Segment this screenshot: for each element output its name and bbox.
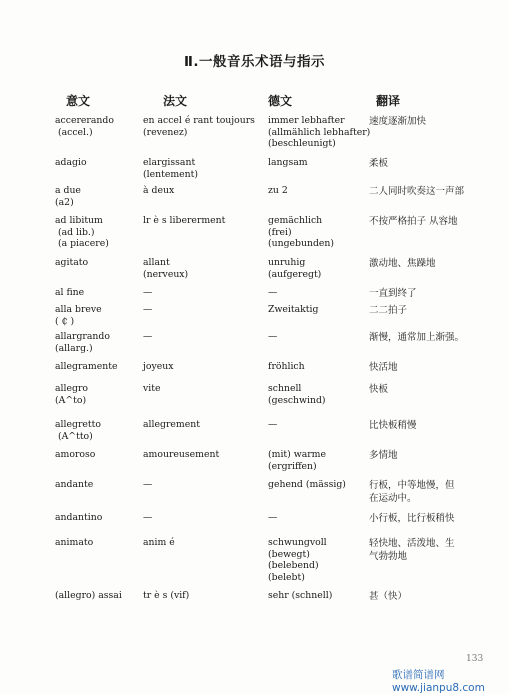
table-cell-fr: à deux <box>143 185 175 196</box>
watermark: 歌谱简谱网 www.jianpu8.com <box>392 669 485 694</box>
table-cell-zh: 不按严格拍子 从容地 <box>369 216 458 227</box>
table-cell-it: accererando (accel.) <box>55 115 114 138</box>
table-cell-it: andantino <box>55 512 103 523</box>
table-cell-de: immer lebhafter (allmählich lebhafter) (beschleunigt) <box>268 115 371 149</box>
table-cell-it: allargrando (allarg.) <box>55 331 110 354</box>
table-cell-zh: 小行板，比行板稍快 <box>369 513 455 524</box>
table-cell-fr: — <box>143 304 153 315</box>
table-cell-fr: allant (nerveux) <box>143 257 189 280</box>
table-cell-it: allegretto (A^tto) <box>55 419 101 442</box>
table-cell-fr: anim é <box>143 537 175 548</box>
table-cell-de: — <box>268 287 278 298</box>
table-cell-fr: — <box>143 512 153 523</box>
table-cell-fr: en accel é rant toujours (revenez) <box>143 115 255 138</box>
table-cell-it: (allegro) assai <box>55 590 122 601</box>
table-cell-de: gehend (mässig) <box>268 479 346 490</box>
table-cell-it: alla breve ( ₵ ) <box>55 304 102 327</box>
table-cell-zh: 快活地 <box>369 362 398 373</box>
header-german: 德文 <box>268 94 293 108</box>
table-cell-de: fröhlich <box>268 361 305 372</box>
table-cell-it: allegramente <box>55 361 118 372</box>
table-cell-zh: 行板，中等地慢，但 在运动中。 <box>369 480 455 504</box>
table-cell-it: allegro (A^to) <box>55 383 88 406</box>
table-cell-it: agitato <box>55 257 89 268</box>
table-cell-fr: — <box>143 287 153 298</box>
table-cell-de: — <box>268 419 278 430</box>
table-cell-zh: 渐慢，通常加上渐强。 <box>369 332 465 343</box>
table-cell-de: sehr (schnell) <box>268 590 333 601</box>
table-cell-fr: joyeux <box>143 361 174 372</box>
table-cell-de: (mit) warme (ergriffen) <box>268 449 326 472</box>
table-cell-zh: 一直到终了 <box>369 288 417 299</box>
table-cell-fr: elargissant (lentement) <box>143 157 198 180</box>
page-title: Ⅱ.一般音乐术语与指示 <box>183 54 326 70</box>
table-cell-fr: — <box>143 331 153 342</box>
header-french: 法文 <box>163 94 188 108</box>
table-cell-zh: 轻快地、活泼地、生 气勃勃地 <box>369 538 455 562</box>
table-cell-fr: amoureusement <box>143 449 220 460</box>
table-cell-de: unruhig (aufgeregt) <box>268 257 322 280</box>
table-cell-zh: 二二拍子 <box>369 305 408 316</box>
table-cell-fr: allegrement <box>143 419 200 430</box>
table-cell-de: schnell (geschwind) <box>268 383 326 406</box>
table-cell-it: amoroso <box>55 449 96 460</box>
table-cell-it: adagio <box>55 157 87 168</box>
table-cell-de: gemächlich (frei) (ungebunden) <box>268 215 335 249</box>
table-cell-zh: 速度逐渐加快 <box>369 116 427 127</box>
table-cell-zh: 快板 <box>369 384 389 395</box>
header-translation: 翻译 <box>376 94 401 108</box>
table-cell-it: a due (a2) <box>55 185 81 208</box>
table-cell-fr: — <box>143 479 153 490</box>
page-number: 133 <box>466 654 484 664</box>
table-cell-de: zu 2 <box>268 185 288 196</box>
table-cell-zh: 二人同时吹奏这一声部 <box>369 186 465 197</box>
table-cell-fr: vite <box>143 383 161 394</box>
header-italian: 意文 <box>66 94 91 108</box>
table-cell-fr: tr è s (vif) <box>143 590 190 601</box>
table-cell-de: schwungvoll (bewegt) (belebend) (belebt) <box>268 537 327 583</box>
table-cell-de: langsam <box>268 157 308 168</box>
table-cell-zh: 激动地、焦躁地 <box>369 258 436 269</box>
table-cell-zh: 比快板稍慢 <box>369 420 417 431</box>
table-cell-it: al fine <box>55 287 85 298</box>
table-cell-fr: lr è s libererment <box>143 215 226 226</box>
table-cell-zh: 多情地 <box>369 450 398 461</box>
table-cell-de: Zweitaktig <box>268 304 319 315</box>
table-cell-zh: 甚（快） <box>369 591 408 602</box>
table-cell-it: animato <box>55 537 94 548</box>
table-cell-de: — <box>268 331 278 342</box>
table-cell-de: — <box>268 512 278 523</box>
table-cell-zh: 柔板 <box>369 158 389 169</box>
table-cell-it: ad libitum (ad lib.) (a piacere) <box>55 215 109 249</box>
table-cell-it: andante <box>55 479 94 490</box>
